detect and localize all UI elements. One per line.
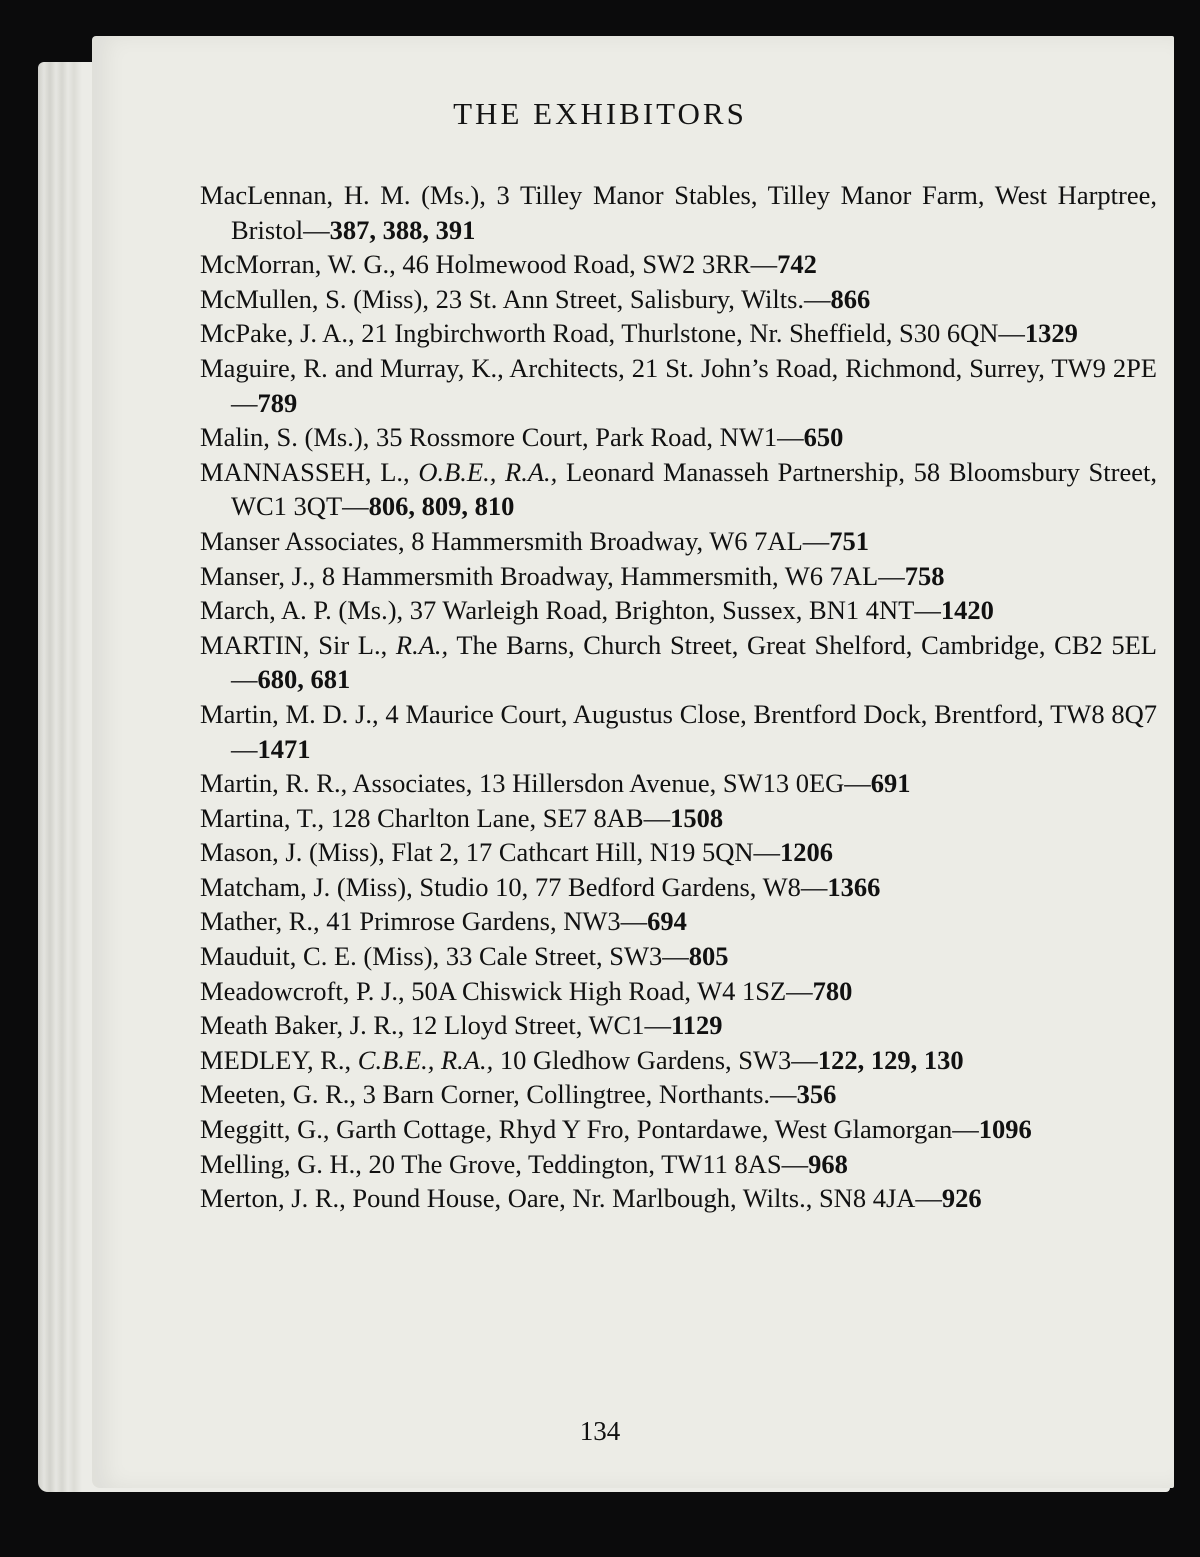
exhibitor-entry [200, 178, 1157, 247]
exhibitor-entry [200, 939, 1157, 974]
entry-text: Martina, T., 128 Charlton Lane, SE7 8AB— [200, 802, 671, 833]
exhibitor-entry [200, 524, 1157, 559]
catalogue-numbers: 742 [777, 249, 817, 280]
entry-text: MANNASSEH, L., [200, 456, 419, 487]
entry-text: Mauduit, C. E. (Miss), 33 Cale Street, SW3— [200, 941, 689, 972]
catalogue-numbers: 805 [688, 941, 729, 972]
catalogue-numbers: 387, 388, 391 [329, 214, 476, 245]
catalogue-numbers: 780 [812, 975, 853, 1006]
catalogue-numbers: 968 [808, 1148, 848, 1179]
exhibitor-entry [200, 1147, 1157, 1182]
exhibitor-entry [200, 1043, 1157, 1078]
entry-text: Martin, M. D. J., 4 Maurice Court, Augustus Close, Brentford Dock, Brentford, TW8 8Q7— [200, 698, 1157, 764]
exhibitor-entry [200, 766, 1157, 801]
entry-text: Melling, G. H., 20 The Grove, Teddington, TW11 8AS— [200, 1148, 809, 1179]
entry-text: March, A. P. (Ms.), 37 Warleigh Road, Brighton, Sussex, BN1 4NT— [200, 595, 941, 626]
entry-text: Mather, R., 41 Primrose Gardens, NW3— [200, 906, 648, 937]
entry-text: Meeten, G. R., 3 Barn Corner, Collingtree, Northants.— [200, 1079, 797, 1110]
entry-text: McPake, J. A., 21 Ingbirchworth Road, Thurlstone, Nr. Sheffield, S30 6QN— [200, 318, 1025, 349]
entry-text: MacLennan, H. M. (Ms.), 3 Tilley Manor Stables, Tilley Manor Farm, West Harptree, Bristol— [200, 180, 1157, 245]
entry-honour: C.B.E., R.A., [357, 1044, 494, 1075]
exhibitor-entry [200, 559, 1157, 594]
entry-text: Merton, J. R., Pound House, Oare, Nr. Marlbough, Wilts., SN8 4JA— [200, 1183, 942, 1214]
exhibitor-entry [200, 247, 1157, 282]
entry-honour: O.B.E., R.A., [418, 456, 558, 487]
catalogue-numbers: 691 [870, 768, 911, 799]
catalogue-numbers: 1420 [940, 595, 994, 626]
running-head: THE EXHIBITORS [453, 96, 747, 131]
exhibitor-entry [200, 1008, 1157, 1043]
exhibitor-entry [200, 801, 1157, 836]
catalogue-numbers: 650 [803, 422, 844, 453]
entry-text: Matcham, J. (Miss), Studio 10, 77 Bedford Gardens, W8— [200, 871, 828, 902]
exhibitor-entry [200, 870, 1157, 905]
exhibitor-entry [200, 628, 1157, 697]
catalogue-numbers: 694 [647, 906, 687, 937]
exhibitor-entry [200, 697, 1157, 766]
entry-text: Manser Associates, 8 Hammersmith Broadway, W6 7AL— [200, 525, 830, 556]
exhibitor-entry [200, 455, 1157, 524]
exhibitor-entry [200, 282, 1157, 317]
entry-rest: 10 Gledhow Gardens, SW3— [493, 1044, 818, 1075]
entry-text: McMullen, S. (Miss), 23 St. Ann Street, Salisbury, Wilts.— [200, 283, 831, 314]
catalogue-numbers: 1206 [780, 837, 834, 868]
entry-text: Meadowcroft, P. J., 50A Chiswick High Road, W4 1SZ— [200, 975, 813, 1006]
entry-text: Meggitt, G., Garth Cottage, Rhyd Y Fro, Pontardawe, West Glamorgan— [200, 1114, 979, 1145]
entry-text: MARTIN, Sir L., [200, 629, 396, 660]
entry-text: Meath Baker, J. R., 12 Lloyd Street, WC1— [200, 1010, 671, 1041]
entry-text: MEDLEY, R., [200, 1044, 358, 1075]
catalogue-numbers: 789 [257, 387, 298, 418]
catalogue-numbers: 122, 129, 130 [817, 1044, 964, 1075]
entry-rest: Leonard Manasseh Partnership, 58 Bloomsbury Street, WC1 3QT— [231, 456, 1157, 522]
entry-text: Manser, J., 8 Hammersmith Broadway, Hammersmith, W6 7AL— [200, 560, 905, 591]
catalogue-numbers: 751 [829, 525, 870, 556]
exhibitor-entry [200, 835, 1157, 870]
entry-honour: R.A., [395, 629, 449, 660]
exhibitor-entry [200, 1077, 1157, 1112]
catalogue-numbers: 680, 681 [257, 664, 351, 695]
exhibitor-entry [200, 420, 1157, 455]
entry-text: Maguire, R. and Murray, K., Architects, 21 St. John’s Road, Richmond, Surrey, TW9 2PE— [200, 352, 1157, 418]
catalogue-numbers: 1129 [670, 1010, 723, 1041]
catalogue-numbers: 356 [796, 1079, 837, 1110]
catalogue-numbers: 758 [904, 560, 945, 591]
exhibitor-entry [200, 1112, 1157, 1147]
exhibitor-entry [200, 904, 1157, 939]
catalogue-numbers: 1471 [257, 733, 311, 764]
entry-text: Mason, J. (Miss), Flat 2, 17 Cathcart Hill, N19 5QN— [200, 837, 781, 868]
exhibitor-entry [200, 593, 1157, 628]
exhibitor-list [200, 178, 1157, 1216]
catalogue-numbers: 926 [941, 1183, 982, 1214]
catalogue-numbers: 1508 [670, 802, 724, 833]
catalogue-numbers: 1366 [827, 871, 881, 902]
entry-text: Martin, R. R., Associates, 13 Hillersdon Avenue, SW13 0EG— [200, 768, 871, 799]
catalogue-numbers: 1096 [978, 1114, 1032, 1145]
page-number: 134 [579, 1416, 621, 1446]
catalogue-numbers: 806, 809, 810 [368, 491, 515, 522]
catalogue-numbers: 866 [830, 283, 871, 314]
catalogue-numbers: 1329 [1024, 318, 1078, 349]
entry-rest: The Barns, Church Street, Great Shelford, Cambridge, CB2 5EL— [231, 629, 1157, 695]
entry-text: McMorran, W. G., 46 Holmewood Road, SW2 3RR— [200, 249, 778, 280]
entry-text: Malin, S. (Ms.), 35 Rossmore Court, Park Road, NW1— [200, 422, 804, 453]
exhibitor-entry [200, 1181, 1157, 1216]
exhibitor-entry [200, 351, 1157, 420]
exhibitor-entry [200, 316, 1157, 351]
exhibitor-entry [200, 974, 1157, 1009]
